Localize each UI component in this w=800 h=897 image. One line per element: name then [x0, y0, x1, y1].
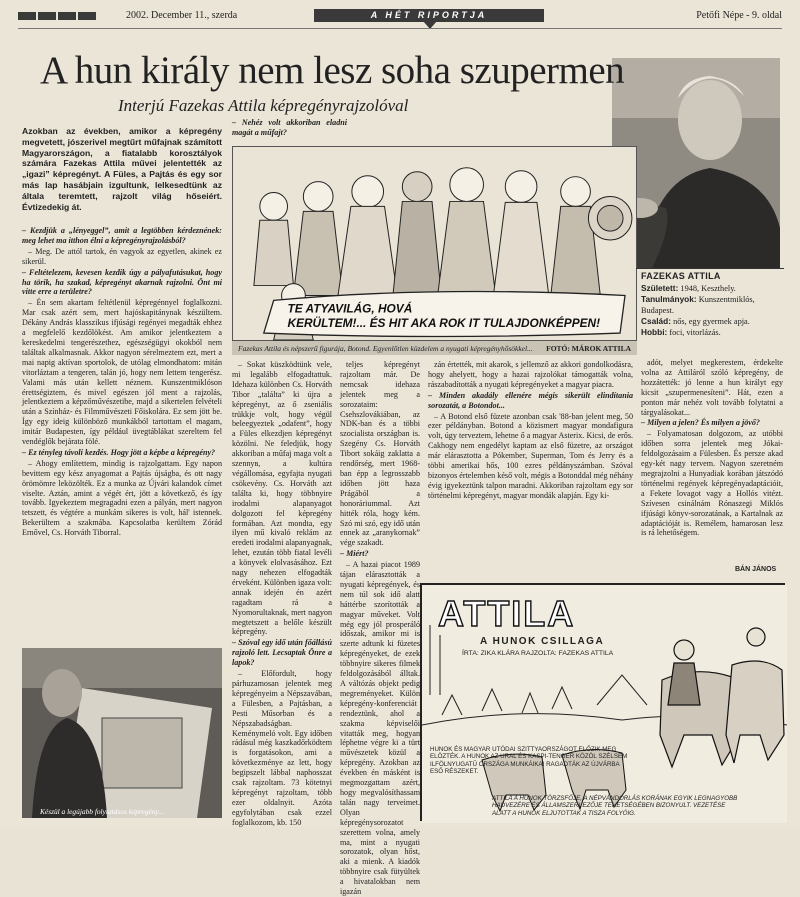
attila-subtitle: A HUNOK CSILLAGA: [480, 636, 605, 647]
drawing-desk-photo: [22, 648, 222, 818]
bio-name: FAZEKAS ATTILA: [641, 271, 721, 281]
bio-hobby: foci, vitorlázás.: [669, 328, 721, 337]
article-subtitle: Interjú Fazekas Attila képregényrajzolóval: [118, 96, 409, 115]
header-date: 2002. December 11., szerda: [126, 10, 238, 21]
article-column-2-top: [232, 118, 347, 144]
portrait-photo: [612, 58, 780, 268]
paragraph: – Ahogy említettem, mindig is rajzolgattam. Egy napon bevittem egy kész anyagomat a Pajtás újságba, és ott nagy örömömre leközölték. Ez a munka az Újvári kalandok címet viselte. Aztán, amint a végét ért, jött a következő, és így tovább. Igyekeztem megragadni ezen a pályán, mert nagyon tetszett, és végtére a munkám sikeres is volt, hál' istennek. Bekerültem a szakmába. Kapcsolatba kerültem Zórád Ernővel, Cs. Horváth Tiborral.: [22, 458, 222, 538]
bio-box: [641, 283, 783, 338]
paragraph: – Én sem akartam feltétlenül képregénnyel foglalkozni. Mar csak azért sem, mert hajóskapitánynak készültem. Dékány András klasszikus ifjúsági regényei megadták ehhez a megfelelő kezdőlökést. Am amikor jelentkeztem a kereskedelmi tengerészethez, egészségügyi okokból nem találtak alkalmasnak. Akkor nagyon sérelmeztem ezt, mert a mai napig aktívan sportolok, de utólag elmondhatom: mitán vitorláztam a tengeren, talán jó, hogy nem lettem tengerész. Valami más után kellett néznem. Kunszentmiklóson érettségiztem, és mivel egészen jól ment a rajzolás, jelentkeztem a képzőművészetibe, majd a sikertelen felvételi után a Színház- és Filmművészeti Főiskolára. Ez sem jött be. Így egy ideig különböző munkákból tartottam el magam, imitár Budapesten, így például üvegtáblákat szereltem fel vendéglők bejárata fölé.: [22, 298, 222, 447]
paragraph: teljes képregényt rajzoltam már. De nemcsak idehaza jelentek meg a sorozataim: Csehszlovákiában, az NDK-ban és a többi szocialista országban is. Szegény Cs. Horváth Tibort sokáig zaklatta a rendőrség, mert 1968-ban épp a legrosszabb időben jött haza Prágából a honoráriummal. Azt hitték róla, hogy kém. Szó mi szó, egy idő után ennek az „aranykornak” vége szakadt.: [340, 360, 420, 548]
bio-family: nős, egy gyermek apja.: [673, 317, 750, 326]
article-title: A hun király nem lesz soha szupermen: [40, 49, 625, 92]
paragraph: – A Botond első füzete azonban csak '88-ban jelent meg, 50 ezer példányban. Botond a közismert magyar mondafigura volt, úgy terveztem, lehetne ő a magyar Asterix. Kicsi, de erős. Cakhogy nem engedélyt kaptam az első füzetre, az országot már elárasztotta a Pókember, Superman, Tom és Jerry és a többi amerikai hős, 100 ezres példányszámban. Szóval bizonyos értelemben késő volt, mégis a Botonddal még néhány évig igyekeztünk talpon maradni. Akkoriban rajzoltam egy sor történelmi képregényt, magyar mondák alapján. Egy ki-: [428, 411, 633, 500]
paragraph: – Milyen a jelen? És milyen a jövő?: [641, 418, 760, 428]
header-section: A HÉT RIPORTJA: [314, 9, 544, 22]
attila-bottom-narration: ATTILA A HUNOK TÖRZSFŐJE, A NÉPVÁNDORLÁS KORÁNAK EGYIK LEGNAGYOBB HADVEZÉRE ÉS ÁLLAMSZERVEZŐJE TEHETSÉGÉBEN BIZONYULT. VEZETÉSE ALATT A HUNOK ELJUTOTTAK A TISZA FOLYÓIG.: [492, 795, 738, 817]
bio-born: 1948, Keszthely.: [680, 284, 736, 293]
bio-family-label: Család:: [641, 316, 671, 326]
attila-title: ATTILA: [438, 593, 576, 634]
bio-studies-label: Tanulmányok:: [641, 294, 697, 304]
paragraph: adót, melyet megkerestem, érdekelte volna az Attiláról szóló képregény, de hozzátették: jó lenne a hun királyt egy kicsit „szupermenesíteni”. Hát, ezen a ponton már nehéz volt tovább folytatni a tárgyalásokat...: [641, 358, 783, 417]
paragraph: – Nehéz volt akkoriban eladni magát a műfajt?: [232, 118, 347, 137]
header-page: Petőfi Népe - 9. oldal: [696, 10, 782, 21]
article-column-5: [641, 358, 783, 563]
paragraph: zán értették, mit akarok, s jellemző az akkori gondolkodásra, hogy ahelyett, hogy a hazai rajzolókat támogatták volna, rászabadították a nyugati képregényeket a magyar piacra.: [428, 360, 633, 389]
paragraph: – Sokat küszködtünk vele, mi legalább elfogadtattuk. Idehaza különben Cs. Horváth Tibor „találta” ki újra a képregényt, az ő zseniális trükkje volt, hogy végül beleegyeztek „odafent”, hogy a Füles elkezdjen képregényt közölni. Ne feledjük, hogy akkoriban a műfaj maga volt a szennyв, a kultúra végállomása, egyfajta nyugati csökevény. Cs. Horváth azt találta ki, hogy többnyire irodalmi alapanyagot dolgozott fel képregény formában. Azt mondta, egy ilyen mű kivaló reklám az eredeti irodalmi alapanyagnak, lehet, ezután több fiatal levéli a könyvek elolvasásához. Ezt nagy nehezen elfogadták érveként. Különben igaza volt: annak idején én azért ragadtam rá a Nyomorultaknak, mert nagyon megtetszett a belőle készült képregény.: [232, 360, 333, 637]
attila-credit: ÍRTA: ZIKA KLÁRA RAJZOLTA: FAZEKAS ATTILA: [462, 650, 614, 657]
paragraph: – Folyamatosan dolgozom, az utóbbi időben sorra jelentek meg Jókai-feldolgozásaim a Fülesben. És persze akad egy-két nagy tervem. Nagyon szeretném megrajzolni a Hunyadiak korában játszódó történelmi regények képregényadaptációit, a Fekete lovagot vagy a Hollós vitézt. Szívesen csinálnám Rónaszegi Miklós ifjúsági könyv-sorozatának, a Kartalnak az adaptációját is. Remélem, hamarosan lesz is rá lehetőségem.: [641, 429, 783, 538]
caricature-caption: [232, 341, 637, 355]
caricature-illustration: [232, 146, 637, 341]
paragraph: – A hazai piacot 1989 tájan elárasztották a nyugati képregények, és nem túl sok idő alatt háttérbe szorították a magyar műveket. Volt még egy jól prosperáló időszak, amikor mi is szerte adtunk ki füzetes képregényeket, de ezek többnyire sikeres filmek feldolgozásából álltak. A váltózás objekt pedig megreményeket. Külön képregény-konferenciát rendeztünk, ahol a szakma képviselői vitatták meg, hogyan léphetne végre ki a türt művészetek közül a képregény. Azokban az években én másként is megmozgattam azért, hogy megvalósíthassam talán nagy terveimet. Olyan képregénysorozatot szerettem volna, amely ma, mint a nyugati sorozatok, olyan hőst, aki a mienk. A kiadók többnyire csak fütyültek a hivatalokban nem igazán: [340, 560, 420, 897]
paragraph: – Előfordult, hogy párhuzamosan jelentek meg képregényeim a Népszavában, a Fülesben, a Pajtásban, a Pesti Műsorban és a Népszabadságban. Keménymeló volt. Egy időben rádásul még kaszkadőrködtem is forgatásokon, ami a következménye az lett, hogy begipszelt lábbal naphosszat csak rajzoltam. 73 kötetnyi képregényt rajzoltam, több ezer oldalnyit. Azóta egyfolytában csak ezzel foglalkozom, kb. 150: [232, 669, 332, 827]
bio-born-label: Született:: [641, 283, 679, 293]
paragraph: – Kezdjük a „lényeggel”, amit a legtöbben kérdeznének: meg lehet ma itthon élni a képregényrajzolásból?: [22, 226, 222, 245]
bio-studies: Kunszentmiklós, Budapest.: [641, 295, 755, 315]
paragraph: – Meg. De attól tartok, én vagyok az egyetlen, akinek ez sikerül.: [22, 246, 222, 266]
bio-hobby-label: Hobbi:: [641, 327, 668, 337]
article-column-2: [232, 360, 333, 827]
paragraph: – Miért?: [340, 549, 369, 559]
caption-text: Fazekas Attila és népszerű figurája, Botond. Egyenlőtlen küzdelem a nyugati képregényhősökkel...: [238, 344, 533, 353]
article-column-4: [428, 360, 633, 578]
attila-narration: HUNOK ÉS MAGYAR UTÓDAI SZITTYAORSZÁGOT ELŐZIK MEG ELÖZTÉK. A HUNOK AZ URAL ÉS KASPI-TENGER KÖZÖL SZÉLSEM ILFÖLNYUGATŰ ORSZÁGA MUNKÁIKAI RAGADTÁK AZ ÚJVÁRBA ESŐ RÉSZEKET.: [430, 746, 628, 776]
paragraph: – Ez tényleg távoli kezdés. Hogy jött a képbe a képregény?: [22, 447, 216, 457]
article-lead: Azokban az években, amikor a képregény megvetett, jószerivel megtűrt műfajnak számított Magyarországon, a fiatalabb korosztályok számára Fazekas Attila művei jelentették az „igazi” képregényt. A Füles, a Pajtás és egy sor más lap hasábjain izgultunk, lelkesedtünk az általa teremtett, rajzolt világ hőseiért. Évtizedekig át.: [22, 126, 222, 212]
bio-rule: [636, 268, 784, 269]
photo-credit: FOTÓ: MÁROK ATTILA: [546, 344, 631, 353]
header-rule: [18, 28, 782, 29]
paragraph: – Szóval egy idő után főállású rajzoló lett. Lecsaptak Önre a lapok?: [232, 638, 332, 668]
page-header: [18, 8, 782, 24]
header-blocks: [18, 12, 96, 20]
speech-bubble-line-2: KERÜLTEM!... ÉS HIT AKA ROK IT TULAJDONKÉPPEN!: [287, 316, 601, 331]
paragraph: – Minden akadály ellenére mégis sikerült elindítania sorozatát, a Botondot...: [428, 390, 633, 410]
paragraph: – Feltételezem, kevesen kezdik úgy a pályafutásukat, hogy ha törik, ha szakad, képregényt akarnak rajzolni. Önt mi vitte erre a területre?: [22, 267, 222, 297]
speech-bubble-line-1: TE ATYAVILÁG, HOVÁ: [287, 301, 413, 316]
bottom-photo-caption: Készül a legújabb folytatásos képregény...: [40, 807, 164, 816]
article-column-1: [22, 226, 222, 644]
article-column-3: [340, 360, 420, 897]
article-signature: BÁN JÁNOS: [735, 566, 777, 573]
